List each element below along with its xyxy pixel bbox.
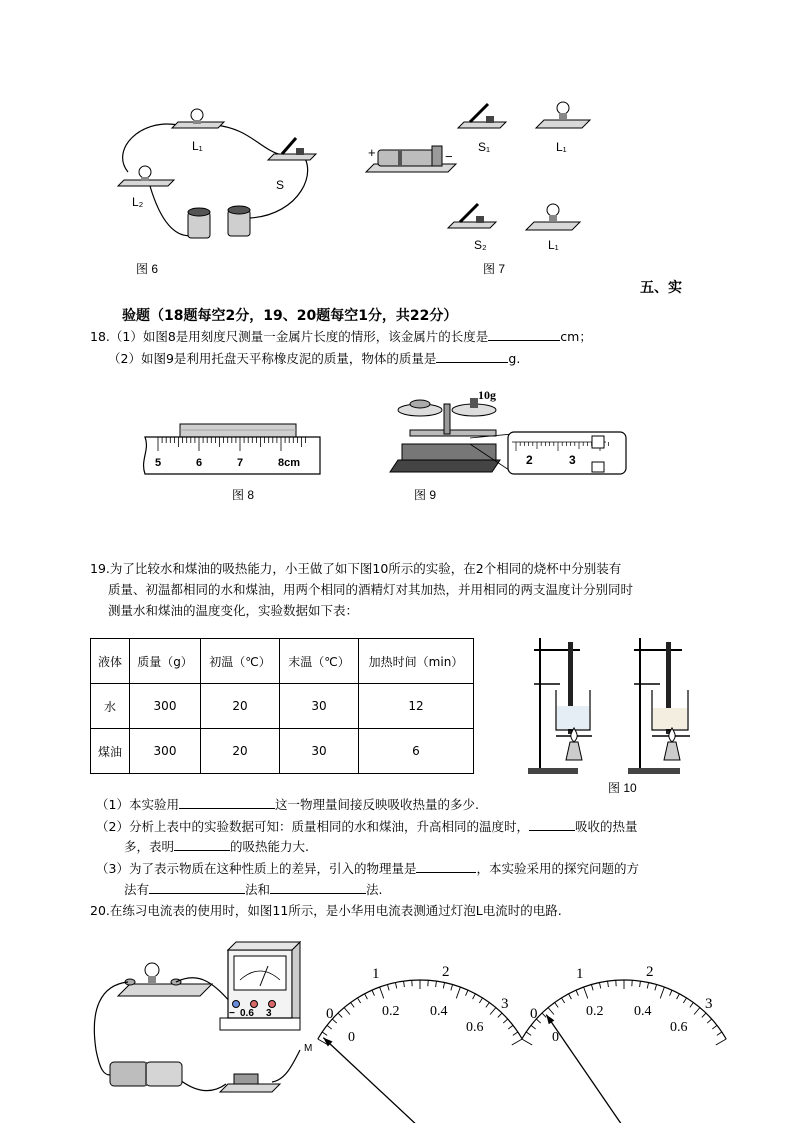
table-cell: 煤油 (91, 729, 130, 774)
dial2-outer-0: 0 (530, 1006, 538, 1022)
fig6-label-l2: L₂ (132, 195, 144, 209)
table-cell: 20 (201, 684, 280, 729)
tick-mark (531, 1025, 536, 1029)
tick-mark (683, 998, 686, 1003)
fig7-label-l1-bottom: L₁ (548, 238, 559, 252)
fig9-weight-label: 10g (478, 388, 496, 402)
tick-mark (380, 987, 384, 998)
table-cell: 12 (359, 684, 474, 729)
tick-mark (473, 994, 476, 999)
balance-tick-2: 2 (526, 453, 533, 467)
tick-mark (608, 981, 609, 987)
table-cell: 300 (130, 729, 201, 774)
tick-mark (690, 1003, 694, 1008)
tick-mark (584, 987, 588, 998)
dial2-inner-0.6: 0.6 (670, 1020, 688, 1035)
tick-mark (322, 1032, 327, 1035)
tick-mark (694, 1008, 700, 1015)
tick-mark (327, 1025, 332, 1029)
ruler-tick-6: 6 (196, 457, 203, 469)
fig9-caption: 图 9 (414, 488, 437, 502)
fig6-label-s: S (276, 178, 285, 192)
tick-mark (660, 987, 664, 998)
tick-mark (670, 990, 672, 995)
q18-line2-unit: g. (508, 351, 521, 366)
q19-sub2-text-end: 吸收的热量 (574, 819, 638, 834)
fig7-label-s1: S₁ (478, 140, 491, 154)
q19-sub3-l2-mid: 法和 (245, 882, 271, 897)
q18-line1-text: 18.（1）如图8是用刻度尺测量一金属片长度的情形，该金属片的长度是 (90, 329, 489, 344)
tick-mark (599, 983, 600, 989)
fig7-label-l1-top: L₁ (556, 140, 567, 154)
tick-mark (490, 1008, 496, 1015)
q19-sub2-text: （2）分析上表中的实验数据可知：质量相同的水和煤油，升高相同的温度时， (96, 819, 529, 834)
table-cell: 水 (91, 684, 130, 729)
tick-mark (365, 994, 368, 999)
dial2-inner-0.2: 0.2 (586, 1004, 604, 1019)
dial2-outer-1: 1 (576, 966, 584, 982)
terminal-0.6-label: 0.6 (240, 1008, 254, 1019)
table-header: 加热时间（min） (359, 639, 474, 684)
dial-pointer (323, 1038, 420, 1123)
ruler-tick-8cm: 8cm (278, 457, 301, 469)
dial1-outer-0: 0 (326, 1006, 334, 1022)
tick-mark (640, 981, 641, 987)
table-cell: 30 (280, 684, 359, 729)
q19-line2: 质量、初温都相同的水和煤油，用两个相同的酒精灯对其加热，并用相同的两支温度计分别同时 (108, 582, 634, 597)
tick-mark (655, 985, 657, 991)
tick-mark (702, 1013, 706, 1017)
ruler-tick-5: 5 (155, 457, 162, 469)
table-cell: 30 (280, 729, 359, 774)
tick-mark (486, 1003, 490, 1008)
tick-mark (716, 1039, 726, 1045)
tick-mark (456, 987, 460, 998)
table-cell: 300 (130, 684, 201, 729)
dial1-inner-0.6: 0.6 (466, 1020, 484, 1035)
dial1-inner-0.4: 0.4 (430, 1004, 448, 1019)
tick-mark (569, 994, 572, 999)
fig7-label-s2: S₂ (474, 238, 487, 252)
fig7-caption: 图 7 (483, 262, 506, 276)
q18-line2-text: （2）如图9是利用托盘天平称橡皮泥的质量，物体的质量是 (108, 351, 437, 366)
fig6-caption: 图 6 (136, 262, 159, 276)
tick-mark (357, 998, 360, 1003)
dial2-outer-3: 3 (705, 996, 713, 1012)
q19-sub3-text: （3）为了表示物质在这种性质上的差异，引入的物理量是 (96, 861, 417, 876)
q20-line1: 20.在练习电流表的使用时，如图11所示，是小华用电流表测通过灯泡L电流时的电路. (90, 903, 562, 918)
dial1-inner-0.2: 0.2 (382, 1004, 400, 1019)
table-header: 末温（℃） (280, 639, 359, 684)
tick-mark (508, 1025, 513, 1029)
dial1-outer-1: 1 (372, 966, 380, 982)
tick-mark (647, 983, 648, 989)
q19-sub1-text-end: 这一物理量间接反映吸收热量的多少. (274, 797, 479, 812)
tick-mark (712, 1025, 717, 1029)
tick-mark (512, 1039, 522, 1045)
fig8-caption: 图 8 (232, 488, 255, 502)
table-cell: 6 (359, 729, 474, 774)
tick-mark (404, 981, 405, 987)
terminal-neg-label: − (229, 1008, 235, 1019)
q19-sub3-text-end: ，本实验采用的探究问题的方 (476, 861, 639, 876)
fig10-caption: 图 10 (608, 781, 637, 795)
section-title-part1: 五、实 (640, 280, 682, 296)
tick-mark (561, 998, 564, 1003)
q19-sub1-text: （1）本实验用 (96, 797, 179, 812)
dial1-outer-2: 2 (442, 964, 450, 980)
tick-mark (522, 1039, 532, 1045)
tick-mark (677, 994, 680, 999)
tick-mark (395, 983, 396, 989)
tick-mark (344, 1008, 350, 1015)
tick-mark (548, 1008, 554, 1015)
dial2-inner-0.4: 0.4 (634, 1004, 652, 1019)
tick-mark (498, 1013, 502, 1017)
tick-mark (503, 1019, 507, 1023)
fig7-plus: + (368, 145, 376, 160)
tick-mark (387, 985, 389, 991)
dial2-outer-2: 2 (646, 964, 654, 980)
tick-mark (526, 1032, 531, 1035)
tick-mark (513, 1032, 518, 1035)
q18-line1-unit: cm； (560, 329, 592, 344)
tick-mark (436, 981, 437, 987)
tick-mark (591, 985, 593, 991)
ruler-tick-7: 7 (237, 457, 244, 469)
tick-mark (707, 1019, 711, 1023)
tick-mark (451, 985, 453, 991)
q19-sub2-l2-text-end: 的吸热能力大. (230, 839, 309, 854)
tick-mark (555, 1003, 559, 1008)
terminal-3-label: 3 (266, 1008, 272, 1019)
table-header: 液体 (91, 639, 130, 684)
tick-mark (372, 990, 374, 995)
fig6-label-l1: L₁ (192, 139, 203, 153)
table-cell: 20 (201, 729, 280, 774)
tick-mark (576, 990, 578, 995)
table-header: 质量（g） (130, 639, 201, 684)
tick-mark (717, 1032, 722, 1035)
q19-sub3-l2-text-end: 法. (366, 882, 383, 897)
q19-sub3-l2-text: 法有 (124, 882, 150, 897)
q19-line3: 测量水和煤油的温度变化，实验数据如下表： (108, 603, 359, 618)
balance-tick-3: 3 (569, 453, 576, 467)
q19-sub2-l2-text: 多，表明 (124, 839, 175, 854)
wire-m-label: M (304, 1043, 313, 1054)
dial1-inner-0: 0 (348, 1030, 355, 1045)
q19-line1: 19.为了比较水和煤油的吸热能力，小王做了如下图10所示的实验，在2个相同的烧杯中分别装有 (90, 561, 622, 576)
table-header: 初温（℃） (201, 639, 280, 684)
tick-mark (479, 998, 482, 1003)
fig7-minus: − (445, 149, 453, 164)
dial1-outer-3: 3 (501, 996, 509, 1012)
dial2-inner-0: 0 (552, 1030, 559, 1045)
tick-mark (443, 983, 444, 989)
section-title-part2: 验题（18题每空2分，19、20题每空1分，共22分） (122, 308, 458, 324)
tick-mark (351, 1003, 355, 1008)
tick-mark (466, 990, 468, 995)
tick-mark (542, 1013, 546, 1017)
dial-pointer-head (546, 1015, 554, 1025)
tick-mark (338, 1013, 342, 1017)
